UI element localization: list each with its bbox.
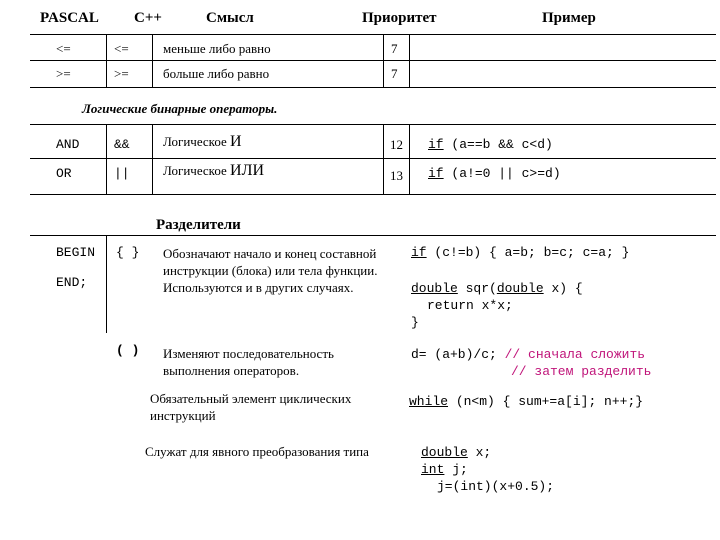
logical-meaning-prefix: Логическое	[163, 134, 227, 149]
table-col-divider	[106, 235, 107, 333]
header-priority: Приоритет	[362, 10, 437, 26]
description-line: Используются и в других случаях.	[163, 280, 354, 295]
parens-description	[163, 345, 334, 379]
table-col-divider	[106, 124, 107, 194]
comparison-cpp: >=	[114, 66, 129, 81]
table-border-bottom	[30, 87, 716, 88]
description-line: Обозначают начало и конец составной	[163, 246, 377, 261]
comparison-meaning: больше либо равно	[163, 66, 270, 81]
logical-priority: 13	[390, 168, 403, 183]
keyword-double: double	[411, 281, 458, 296]
pascal-begin: BEGIN	[56, 245, 96, 260]
code-text: j;	[444, 462, 468, 477]
braces-example-function	[411, 280, 583, 331]
code-line: j=(int)(x+0.5);	[437, 479, 555, 494]
table-border-top	[30, 124, 716, 125]
braces-description	[163, 245, 377, 296]
logical-pascal: OR	[56, 166, 72, 181]
table-border-bottom	[30, 194, 716, 195]
code-line	[411, 346, 651, 363]
table-border-mid	[30, 158, 716, 159]
code-line	[421, 444, 554, 461]
description-line: Изменяют последовательность	[163, 346, 334, 361]
header-cpp: C++	[134, 10, 162, 26]
parens-example	[411, 346, 651, 380]
comparison-pascal: <=	[56, 41, 71, 56]
table-col-divider	[152, 124, 153, 194]
braces-example-if	[411, 245, 629, 260]
logical-meaning-prefix: Логическое	[163, 163, 227, 178]
logical-cpp: &&	[114, 137, 130, 152]
table-col-divider	[383, 124, 384, 194]
logical-example	[428, 137, 553, 152]
parens-symbol: ( )	[116, 343, 140, 358]
cast-description: Служат для явного преобразования типа	[145, 444, 369, 459]
code-comment: // затем разделить	[511, 364, 652, 379]
table-col-divider	[106, 34, 107, 87]
comparison-priority: 7	[391, 66, 398, 81]
keyword-if: if	[411, 245, 427, 260]
loop-description	[150, 390, 351, 424]
code-text: (a==b && c<d)	[443, 137, 553, 152]
table-border-mid	[30, 60, 716, 61]
comparison-pascal: >=	[56, 66, 71, 81]
logical-pascal: AND	[56, 137, 80, 152]
code-text: d= (a+b)/c;	[411, 347, 505, 362]
table-col-divider	[409, 34, 410, 87]
logical-meaning	[163, 162, 264, 180]
code-text: (c!=b) { a=b; b=c; c=a; }	[426, 245, 630, 260]
code-text: (a!=0 || c>=d)	[443, 166, 561, 181]
code-line	[421, 461, 554, 478]
comparison-cpp: <=	[114, 41, 129, 56]
logical-meaning-word: И	[230, 133, 242, 150]
table-border-top	[30, 34, 716, 35]
header-meaning: Смысл	[206, 10, 254, 26]
separators-section-title: Разделители	[156, 217, 241, 233]
keyword-if: if	[428, 166, 444, 181]
code-comment: // сначала сложить	[504, 347, 646, 362]
code-line: }	[411, 315, 419, 330]
table-col-divider	[152, 34, 153, 87]
logical-priority: 12	[390, 137, 403, 152]
pascal-end: END;	[56, 275, 88, 290]
comparison-meaning: меньше либо равно	[163, 41, 271, 56]
table-col-divider	[409, 124, 410, 194]
description-line: выполнения операторов.	[163, 363, 300, 378]
keyword-int: int	[421, 462, 445, 477]
keyword-if: if	[428, 137, 444, 152]
code-text: x) {	[543, 281, 583, 296]
description-line: инструкции (блока) или тела функции.	[163, 263, 378, 278]
description-line: Обязательный элемент циклических	[150, 391, 352, 406]
code-line	[411, 280, 583, 297]
cast-example	[421, 444, 554, 495]
logical-meaning-word: ИЛИ	[230, 162, 264, 179]
code-text: (n<m) { sum+=a[i]; n++;}	[448, 394, 644, 409]
logical-cpp: ||	[114, 166, 130, 181]
braces-symbol: { }	[116, 245, 140, 260]
logical-example	[428, 166, 561, 181]
code-text: x;	[467, 445, 492, 460]
table-col-divider	[383, 34, 384, 87]
code-text: sqr(	[457, 281, 497, 296]
logical-meaning	[163, 133, 242, 151]
header-pascal: PASCAL	[40, 10, 99, 26]
keyword-while: while	[409, 394, 449, 409]
code-line: return x*x;	[427, 298, 513, 313]
description-line: инструкций	[150, 408, 216, 423]
table-border-top	[30, 235, 716, 236]
loop-example	[409, 394, 643, 409]
keyword-double: double	[421, 445, 468, 460]
header-example: Пример	[542, 10, 596, 26]
keyword-double: double	[496, 281, 544, 296]
logical-section-title: Логические бинарные операторы.	[82, 101, 278, 116]
comparison-priority: 7	[391, 41, 398, 56]
